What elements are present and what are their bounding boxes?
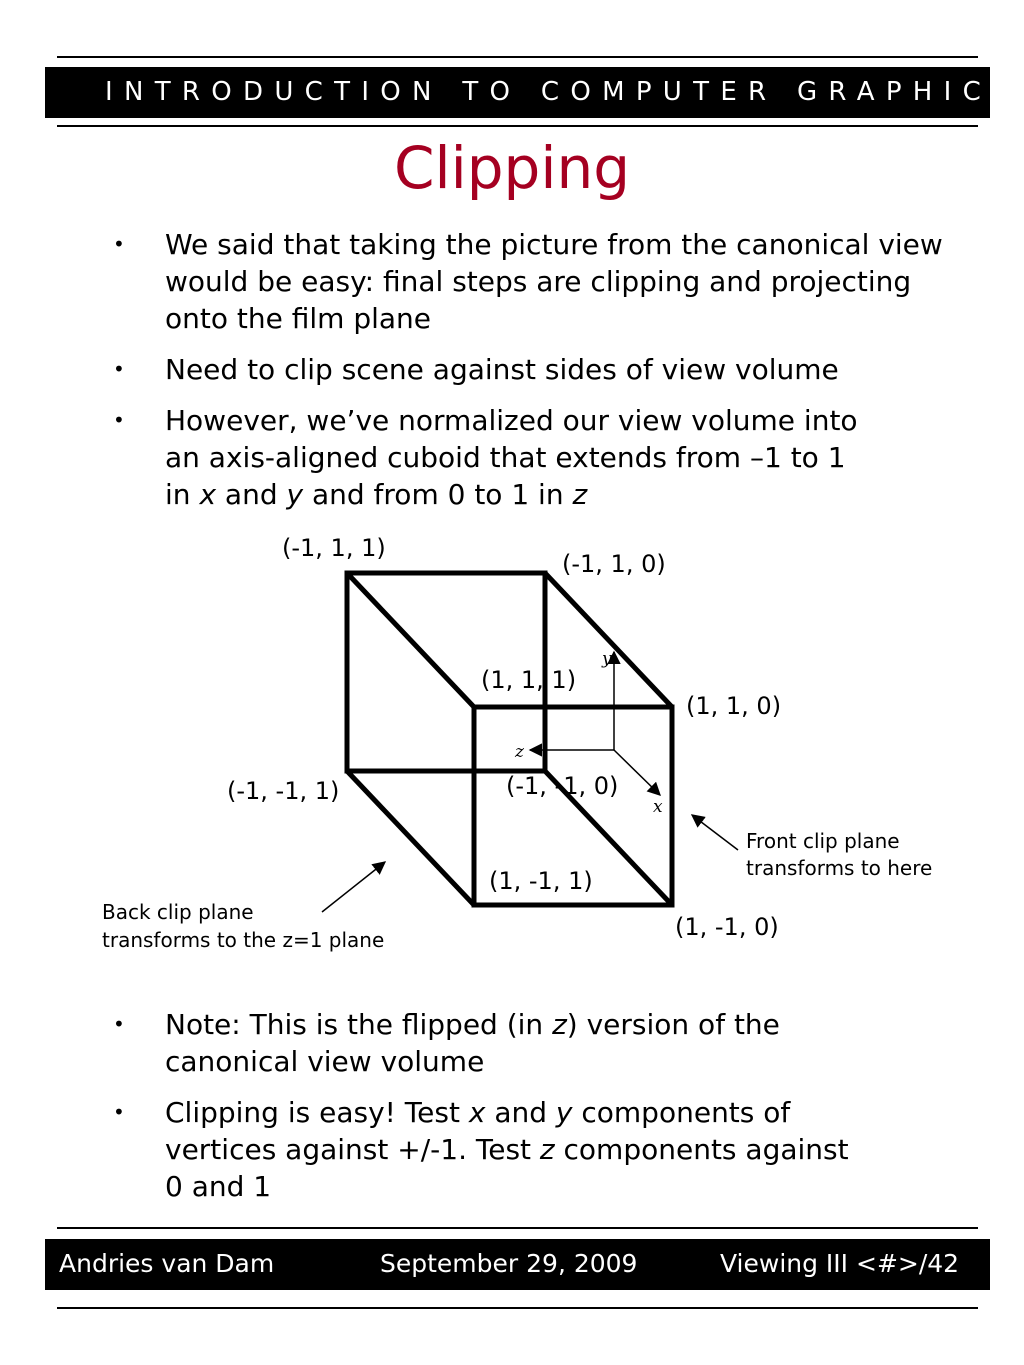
bullet-clip-sides xyxy=(165,351,955,388)
bullet-dot: • xyxy=(113,408,125,432)
bullet-line xyxy=(165,476,955,513)
bullet-line xyxy=(165,1094,955,1131)
var-z: z xyxy=(539,1133,555,1166)
back-clip-note-line1: Back clip plane xyxy=(102,900,254,924)
label-neg1-neg1-1: (-1, -1, 1) xyxy=(227,777,340,805)
footer-page: Viewing III <#>/42 xyxy=(720,1249,960,1278)
bullet-line xyxy=(165,1131,955,1168)
label-neg1-1-0: (-1, 1, 0) xyxy=(562,550,666,578)
x-axis-label: x xyxy=(653,797,663,817)
front-clip-note-line2: transforms to here xyxy=(746,856,933,880)
text-run: and xyxy=(485,1096,556,1129)
z-axis-label: z xyxy=(515,742,524,762)
back-clip-note-line2: transforms to the z=1 plane xyxy=(102,928,385,952)
text-run: components of xyxy=(572,1096,791,1129)
footer-author: Andries van Dam xyxy=(59,1249,275,1278)
bottom-rule xyxy=(57,1307,978,1309)
bullet-canonical-view xyxy=(165,226,955,337)
header-underline xyxy=(57,125,978,127)
bullet-dot: • xyxy=(113,232,125,256)
label-1-1-0: (1, 1, 0) xyxy=(686,692,782,720)
label-neg1-1-1: (-1, 1, 1) xyxy=(282,534,386,562)
var-x: x xyxy=(199,478,217,511)
text-run: Note: This is the flipped (in xyxy=(165,1008,553,1041)
text-run: components against xyxy=(554,1133,849,1166)
bullet-flipped-note xyxy=(165,1006,955,1080)
bullet-text: Need to clip scene against sides of view volume xyxy=(165,353,839,386)
bullet-line: canonical view volume xyxy=(165,1045,485,1078)
var-z: z xyxy=(572,478,588,511)
bullet-normalized-volume xyxy=(165,402,955,513)
label-1-1-1: (1, 1, 1) xyxy=(481,666,577,694)
var-y: y xyxy=(286,478,304,511)
footer-date: September 29, 2009 xyxy=(380,1249,638,1278)
top-rule xyxy=(57,56,978,58)
bullet-line xyxy=(165,1006,955,1043)
text-run: ) version of the xyxy=(566,1008,780,1041)
back-clip-arrow xyxy=(322,862,385,912)
cuboid-diagram xyxy=(0,520,1024,970)
bullet-text: We said that taking the picture from the canonical view would be easy: final steps are clipping and projecting onto the film plane xyxy=(165,228,943,335)
edge-bottom-left xyxy=(347,771,474,905)
front-clip-arrow xyxy=(692,815,738,850)
bullet-dot: • xyxy=(113,357,125,381)
footer-bar xyxy=(45,1239,990,1290)
text-run: and xyxy=(216,478,287,511)
label-1-neg1-0: (1, -1, 0) xyxy=(675,913,779,941)
bullet-line: However, we’ve normalized our view volume into xyxy=(165,404,858,437)
label-1-neg1-1: (1, -1, 1) xyxy=(489,867,593,895)
var-x: x xyxy=(468,1096,486,1129)
x-axis xyxy=(614,750,660,795)
var-z: z xyxy=(552,1008,567,1041)
bullet-clipping-easy xyxy=(165,1094,955,1205)
text-run: vertices against +/-1. Test xyxy=(165,1133,540,1166)
footer-top-rule xyxy=(57,1227,978,1229)
label-neg1-neg1-0: (-1, -1, 0) xyxy=(506,772,619,800)
edge-top-left xyxy=(347,573,474,707)
front-clip-note-line1: Front clip plane xyxy=(746,829,900,853)
text-run: Clipping is easy! Test xyxy=(165,1096,469,1129)
bullet-dot: • xyxy=(113,1100,125,1124)
course-title: INTRODUCTION TO COMPUTER GRAPHICS xyxy=(105,77,1020,107)
y-axis-label: y xyxy=(602,649,612,669)
var-y: y xyxy=(555,1096,573,1129)
text-run: in xyxy=(165,478,200,511)
text-run: and from 0 to 1 in xyxy=(303,478,573,511)
slide-title: Clipping xyxy=(393,134,631,202)
bullet-line: an axis-aligned cuboid that extends from –1 to 1 xyxy=(165,441,846,474)
bullet-dot: • xyxy=(113,1012,125,1036)
bullet-line: 0 and 1 xyxy=(165,1170,272,1203)
header-bar xyxy=(45,67,1020,118)
